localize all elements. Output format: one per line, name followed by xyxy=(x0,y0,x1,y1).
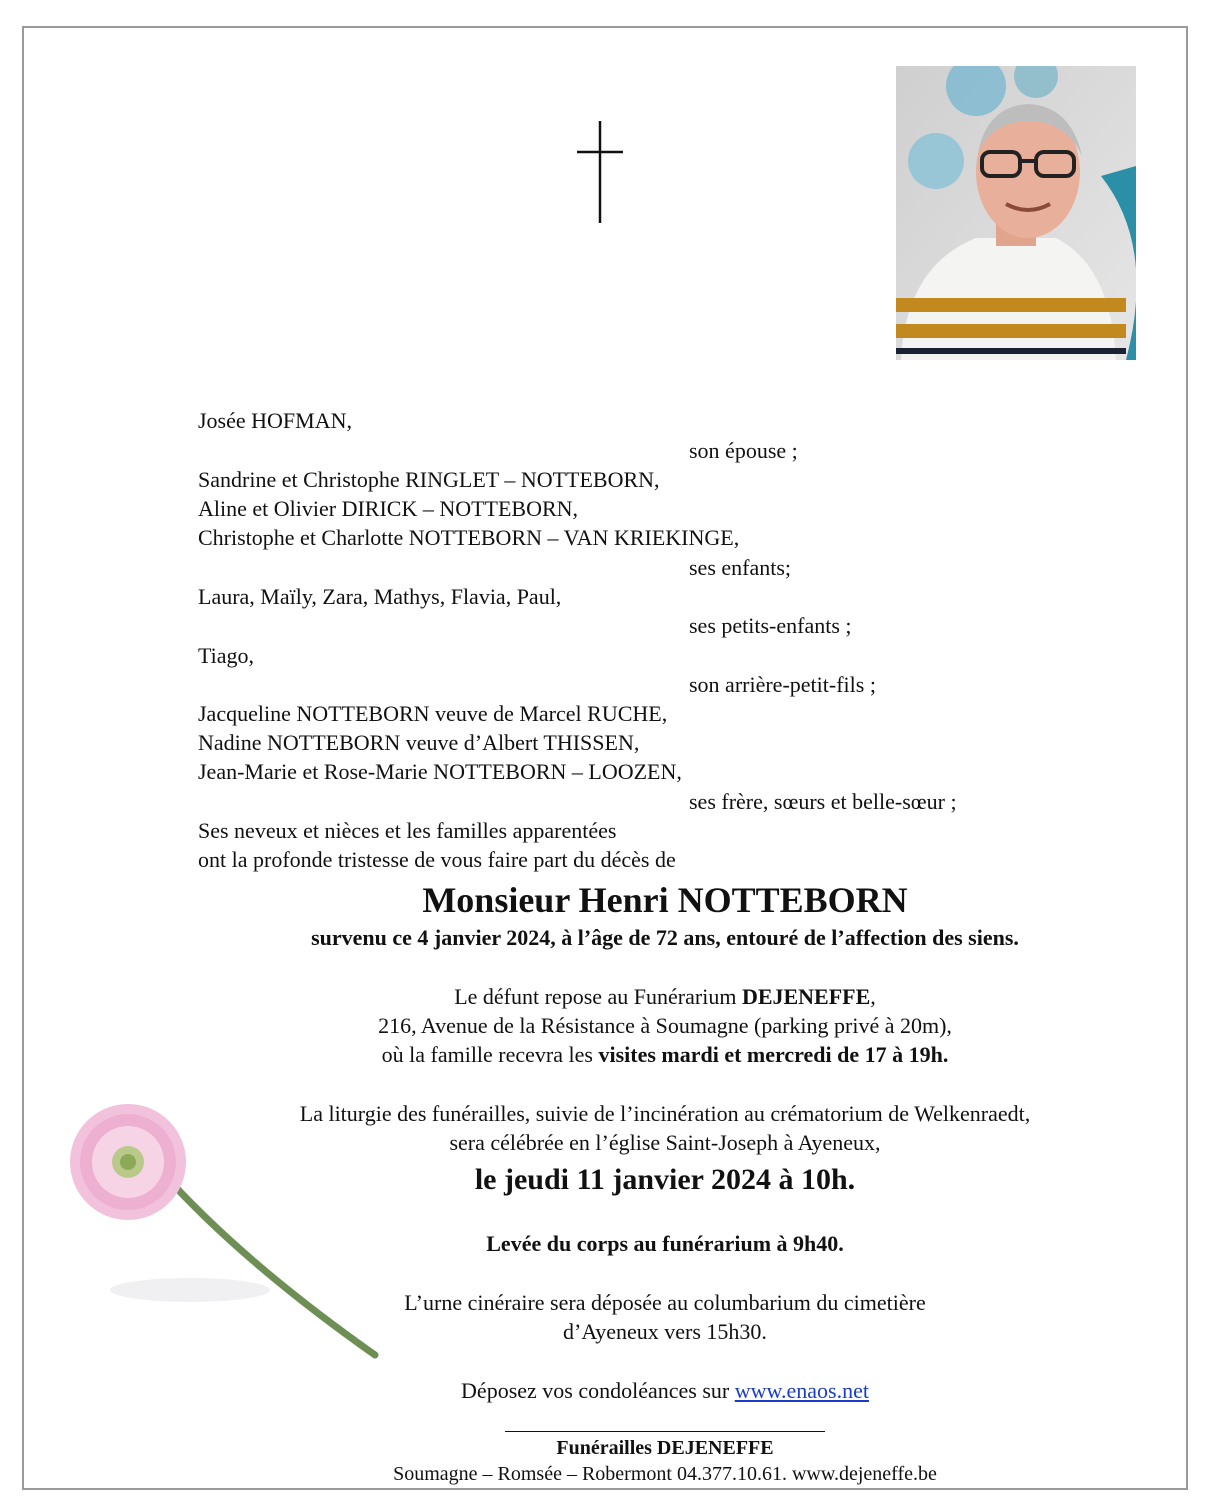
footer-info: Soumagne – Romsée – Robermont 04.377.10.61. www.dejeneffe.be xyxy=(393,1463,937,1485)
levee-line: Levée du corps au funérarium à 9h40. xyxy=(486,1231,844,1256)
relation-label: ses petits-enfants ; xyxy=(689,613,852,638)
family-line: Nadine NOTTEBORN veuve d’Albert THISSEN, xyxy=(198,730,640,755)
funeral-date: le jeudi 11 janvier 2024 à 10h. xyxy=(474,1163,856,1196)
visits-times: visites mardi et mercredi de 17 à 19h. xyxy=(598,1042,949,1067)
death-circumstance: survenu ce 4 janvier 2024, à l’âge de 72 ans, entouré de l’affection des siens. xyxy=(311,925,1019,950)
family-line: Jean-Marie et Rose-Marie NOTTEBORN – LOOZEN, xyxy=(198,759,682,784)
relation-label: son épouse ; xyxy=(689,438,798,463)
relation-label: ses enfants; xyxy=(689,555,792,580)
footer-company: Funérailles DEJENEFFE xyxy=(556,1437,774,1459)
liturgy-line: La liturgie des funérailles, suivie de l’incinération au crématorium de Welkenraedt, xyxy=(299,1101,1031,1126)
visits-text: où la famille recevra les xyxy=(381,1042,599,1067)
relation-label: ses frère, sœurs et belle-sœur ; xyxy=(689,789,957,814)
relation-label: son arrière-petit-fils ; xyxy=(689,672,876,697)
family-line: Jacqueline NOTTEBORN veuve de Marcel RUCHE, xyxy=(198,701,668,726)
portrait-photo xyxy=(896,66,1136,360)
deceased-name: Monsieur Henri NOTTEBORN xyxy=(422,880,908,920)
visits-line xyxy=(110,1042,1214,1068)
family-line: Josée HOFMAN, xyxy=(198,408,352,433)
family-line: Christophe et Charlotte NOTTEBORN – VAN KRIEKINGE, xyxy=(198,525,740,550)
funerarium-text: Le défunt repose au Funérarium xyxy=(454,984,742,1009)
condolences-link[interactable]: www.enaos.net xyxy=(734,1378,869,1403)
condolences-text: Déposez vos condoléances sur xyxy=(461,1378,735,1403)
funerarium-name: DEJENEFFE xyxy=(741,984,871,1009)
family-line: Tiago, xyxy=(198,643,255,668)
cross-icon xyxy=(577,121,623,223)
church-line: sera célébrée en l’église Saint-Joseph à Ayeneux, xyxy=(449,1130,881,1155)
family-line: Ses neveux et nièces et les familles apparentées xyxy=(198,818,617,843)
urn-line-2: d’Ayeneux vers 15h30. xyxy=(563,1319,767,1344)
address-line: 216, Avenue de la Résistance à Soumagne (parking privé à 20m), xyxy=(378,1013,952,1038)
family-line: Aline et Olivier DIRICK – NOTTEBORN, xyxy=(198,496,579,521)
family-line: ont la profonde tristesse de vous faire part du décès de xyxy=(198,847,676,872)
urn-line: L’urne cinéraire sera déposée au columbarium du cimetière xyxy=(404,1290,926,1315)
footer-divider xyxy=(505,1431,825,1432)
family-line: Sandrine et Christophe RINGLET – NOTTEBORN, xyxy=(198,467,660,492)
funerarium-comma: , xyxy=(870,984,876,1009)
family-line: Laura, Maïly, Zara, Mathys, Flavia, Paul, xyxy=(198,584,562,609)
condolences-line xyxy=(110,1378,1214,1404)
funerarium-line xyxy=(110,984,1214,1010)
